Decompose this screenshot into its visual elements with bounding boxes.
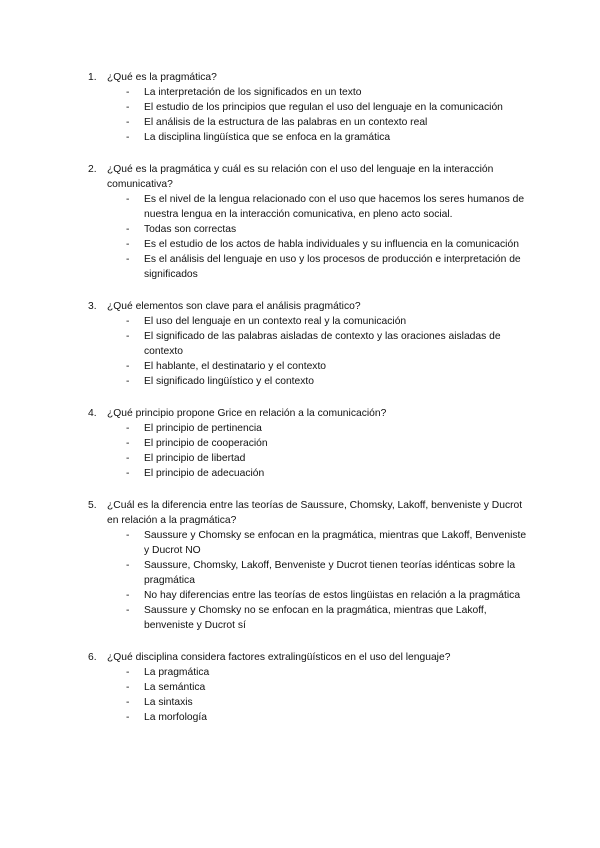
dash-bullet: -	[126, 530, 130, 541]
answer-text: El hablante, el destinatario y el contexto	[144, 361, 327, 372]
dash-bullet: -	[126, 361, 130, 372]
question-4	[88, 406, 528, 481]
answer-option	[88, 115, 528, 130]
dash-bullet: -	[126, 590, 130, 601]
question-header	[88, 498, 528, 528]
answer-option	[88, 421, 528, 436]
question-2	[88, 162, 528, 282]
answer-option	[88, 710, 528, 725]
answer-list	[88, 421, 528, 481]
answer-text: El significado de las palabras aisladas de contexto y las oraciones aisladas de contexto	[144, 331, 501, 357]
question-number: 4.	[88, 408, 97, 419]
answer-text: La sintaxis	[144, 697, 193, 708]
dash-bullet: -	[126, 712, 130, 723]
answer-text: La pragmática	[144, 667, 210, 678]
dash-bullet: -	[126, 682, 130, 693]
question-header	[88, 406, 528, 421]
dash-bullet: -	[126, 117, 130, 128]
answer-option	[88, 374, 528, 389]
answer-text: El principio de pertinencia	[144, 423, 262, 434]
question-text: ¿Qué elementos son clave para el análisis pragmático?	[107, 301, 361, 312]
question-3	[88, 299, 528, 389]
answer-text: Saussure y Chomsky no se enfocan en la pragmática, mientras que Lakoff, benveniste y Ducrot sí	[144, 605, 487, 631]
answer-list	[88, 314, 528, 389]
answer-list	[88, 528, 528, 633]
dash-bullet: -	[126, 468, 130, 479]
answer-text: El uso del lenguaje en un contexto real y la comunicación	[144, 316, 407, 327]
answer-text: Es el estudio de los actos de habla individuales y su influencia en la comunicación	[144, 239, 519, 250]
question-header	[88, 299, 528, 314]
answer-option	[88, 237, 528, 252]
answer-option	[88, 222, 528, 237]
answer-list	[88, 192, 528, 282]
answer-text: El principio de adecuación	[144, 468, 265, 479]
dash-bullet: -	[126, 453, 130, 464]
answer-option	[88, 314, 528, 329]
answer-text: La disciplina lingüística que se enfoca en la gramática	[144, 132, 391, 143]
answer-list	[88, 665, 528, 725]
question-1	[88, 70, 528, 145]
question-text: ¿Cuál es la diferencia entre las teorías de Saussure, Chomsky, Lakoff, benveniste y Ducrot en relación a la pragmática?	[107, 500, 523, 526]
dash-bullet: -	[126, 239, 130, 250]
answer-text: Saussure, Chomsky, Lakoff, Benveniste y Ducrot tienen teorías idénticas sobre la pragmática	[144, 560, 516, 586]
question-header	[88, 162, 528, 192]
dash-bullet: -	[126, 316, 130, 327]
question-number: 2.	[88, 164, 97, 175]
answer-text: La semántica	[144, 682, 206, 693]
answer-option	[88, 695, 528, 710]
answer-text: Saussure y Chomsky se enfocan en la pragmática, mientras que Lakoff, Benveniste y Ducrot NO	[144, 530, 527, 556]
answer-text: No hay diferencias entre las teorías de estos lingüistas en relación a la pragmática	[144, 590, 521, 601]
answer-option	[88, 466, 528, 481]
question-text: ¿Qué principio propone Grice en relación a la comunicación?	[107, 408, 387, 419]
question-number: 1.	[88, 72, 97, 83]
answer-option	[88, 359, 528, 374]
answer-option	[88, 528, 528, 558]
dash-bullet: -	[126, 102, 130, 113]
question-text: ¿Qué es la pragmática y cuál es su relación con el uso del lenguaje en la interacción comunicativa?	[107, 164, 494, 190]
dash-bullet: -	[126, 438, 130, 449]
question-6	[88, 650, 528, 725]
dash-bullet: -	[126, 423, 130, 434]
answer-text: Es el nivel de la lengua relacionado con el uso que hacemos los seres humanos de nuestra lengua en la interacción comunicativa, en pleno acto social.	[144, 194, 525, 220]
answer-option	[88, 680, 528, 695]
question-header	[88, 650, 528, 665]
answer-option	[88, 85, 528, 100]
question-header	[88, 70, 528, 85]
answer-option	[88, 192, 528, 222]
answer-option	[88, 558, 528, 588]
answer-option	[88, 100, 528, 115]
answer-text: Es el análisis del lenguaje en uso y los procesos de producción e interpretación de significados	[144, 254, 521, 280]
answer-option	[88, 130, 528, 145]
question-number: 6.	[88, 652, 97, 663]
dash-bullet: -	[126, 376, 130, 387]
question-number: 3.	[88, 301, 97, 312]
question-5	[88, 498, 528, 633]
dash-bullet: -	[126, 254, 130, 265]
dash-bullet: -	[126, 87, 130, 98]
answer-text: La morfología	[144, 712, 207, 723]
answer-text: El análisis de la estructura de las palabras en un contexto real	[144, 117, 428, 128]
answer-option	[88, 588, 528, 603]
dash-bullet: -	[126, 194, 130, 205]
question-number: 5.	[88, 500, 97, 511]
answer-option	[88, 436, 528, 451]
answer-option	[88, 603, 528, 633]
dash-bullet: -	[126, 331, 130, 342]
dash-bullet: -	[126, 697, 130, 708]
answer-option	[88, 252, 528, 282]
answer-text: La interpretación de los significados en un texto	[144, 87, 362, 98]
answer-option	[88, 665, 528, 680]
question-list	[88, 70, 528, 742]
answer-text: El estudio de los principios que regulan el uso del lenguaje en la comunicación	[144, 102, 503, 113]
dash-bullet: -	[126, 667, 130, 678]
question-text: ¿Qué disciplina considera factores extralingüísticos en el uso del lenguaje?	[107, 652, 451, 663]
answer-option	[88, 329, 528, 359]
answer-option	[88, 451, 528, 466]
question-text: ¿Qué es la pragmática?	[107, 72, 217, 83]
dash-bullet: -	[126, 560, 130, 571]
answer-text: El significado lingüístico y el contexto	[144, 376, 314, 387]
answer-list	[88, 85, 528, 145]
answer-text: Todas son correctas	[144, 224, 237, 235]
answer-text: El principio de libertad	[144, 453, 246, 464]
dash-bullet: -	[126, 132, 130, 143]
answer-text: El principio de cooperación	[144, 438, 268, 449]
dash-bullet: -	[126, 224, 130, 235]
dash-bullet: -	[126, 605, 130, 616]
